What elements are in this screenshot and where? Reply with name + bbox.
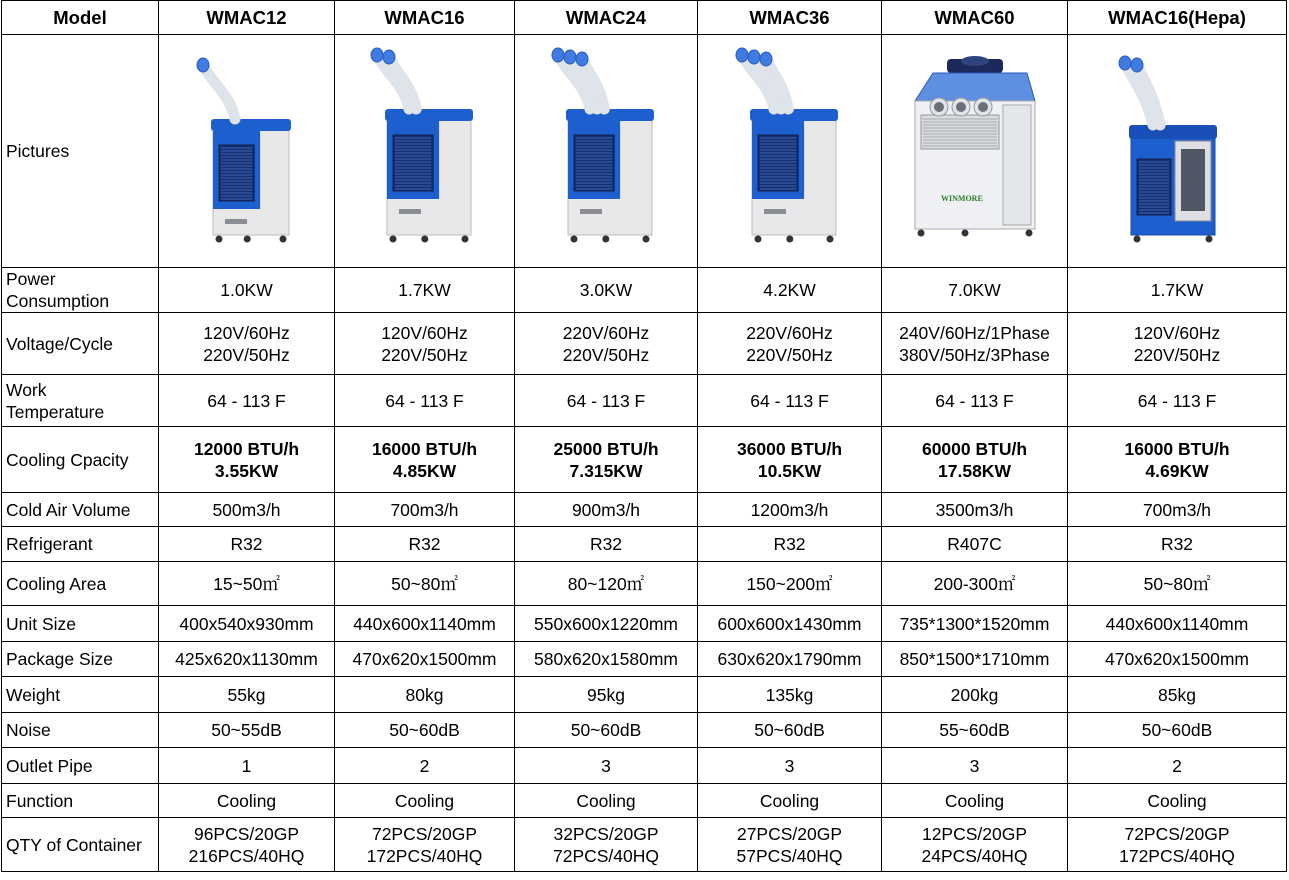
package-size-label: [2, 642, 159, 677]
qty-of-container-wmac12: [159, 818, 335, 872]
voltage-cycle-row: [2, 313, 1287, 375]
unit-size-wmac12-value: 400x540x930mm: [179, 613, 314, 634]
brand-logo: WINMORE: [940, 193, 983, 203]
fan-cap: [961, 56, 989, 66]
work-temperature-wmac36-value: 64 - 113 F: [750, 390, 829, 411]
weight-row: [2, 677, 1287, 713]
function-row: [2, 784, 1287, 818]
cooling-area-wmac36: [698, 562, 882, 606]
hepa-filter-window: [1181, 149, 1205, 211]
weight-wmac36: [698, 677, 882, 713]
unit-size-wmac36: [698, 606, 882, 642]
pipe-nozzle: [760, 52, 772, 66]
wheel: [243, 235, 250, 242]
cooling-area-wmac12-value: 15~50㎡: [213, 573, 280, 594]
cold-air-volume-wmac16-hepa: [1068, 493, 1287, 527]
refrigerant-wmac36: [698, 527, 882, 562]
unit-top-panel: [1129, 125, 1217, 139]
function-wmac60: [882, 784, 1068, 818]
unit-size-wmac60: [882, 606, 1068, 642]
cooling-area-wmac24: [515, 562, 698, 606]
function-wmac12: [159, 784, 335, 818]
function-label: [2, 784, 159, 818]
qty-of-container-label-text: QTY of Container: [6, 834, 142, 855]
package-size-row: [2, 642, 1287, 677]
package-size-wmac36: [698, 642, 882, 677]
refrigerant-label-text: Refrigerant: [6, 534, 93, 554]
unit-label-plate: [399, 209, 421, 214]
header-row: [2, 1, 1287, 35]
wheel: [1206, 235, 1213, 242]
product-image-wmac36: [698, 35, 882, 268]
weight-wmac16: [335, 677, 515, 713]
refrigerant-wmac16: [335, 527, 515, 562]
weight-label-text: Weight: [6, 684, 61, 705]
voltage-cycle-wmac12: [159, 313, 335, 375]
wheel: [279, 235, 286, 242]
voltage-cycle-wmac36-value: 220V/60Hz 220V/50Hz: [746, 322, 833, 365]
wheel: [571, 235, 578, 242]
unit-size-label-text: Unit Size: [6, 613, 77, 634]
pipe-nozzle: [564, 50, 576, 64]
cold-air-volume-wmac12-value: 500m3/h: [212, 499, 281, 520]
qty-of-container-wmac16-hepa: [1068, 818, 1287, 872]
power-consumption-wmac16-hepa: [1068, 268, 1287, 313]
refrigerant-wmac60-value: R407C: [947, 534, 1002, 554]
weight-wmac12: [159, 677, 335, 713]
noise-wmac36: [698, 713, 882, 748]
work-temperature-wmac16-value: 64 - 113 F: [385, 390, 464, 411]
outlet-pipe-wmac12-value: 1: [241, 755, 252, 776]
qty-of-container-wmac12-value: 96PCS/20GP 216PCS/40HQ: [188, 823, 305, 866]
voltage-cycle-wmac16-value: 120V/60Hz 220V/50Hz: [381, 322, 468, 365]
pipe-nozzle: [934, 102, 944, 112]
header-model-wmac24: WMAC24: [515, 1, 698, 35]
power-consumption-wmac24: [515, 268, 698, 313]
qty-of-container-wmac24-value: 32PCS/20GP 72PCS/40HQ: [552, 823, 660, 866]
outlet-pipe-wmac60: [882, 748, 1068, 784]
pipe-nozzle: [736, 48, 748, 62]
cooling-capacity-wmac36: [698, 427, 882, 493]
cooling-area-wmac60-value: 200-300㎡: [933, 573, 1016, 594]
product-image-wmac24: [515, 35, 698, 268]
unit-size-wmac16-value: 440x600x1140mm: [353, 613, 496, 634]
header-model-label: Model: [2, 1, 159, 35]
refrigerant-row: [2, 527, 1287, 562]
function-wmac16: [335, 784, 515, 818]
qty-of-container-wmac36-value: 27PCS/20GP 57PCS/40HQ: [736, 823, 843, 866]
package-size-wmac24-value: 580x620x1580mm: [534, 649, 678, 669]
noise-wmac16-hepa: [1068, 713, 1287, 748]
pipe-nozzle: [371, 48, 383, 62]
function-wmac36: [698, 784, 882, 818]
unit-top-panel: [566, 109, 654, 121]
work-temperature-row: [2, 375, 1287, 427]
cold-air-volume-wmac16: [335, 493, 515, 527]
qty-of-container-wmac60: [882, 818, 1068, 872]
weight-wmac16-hepa: [1068, 677, 1287, 713]
pipe-nozzle: [197, 58, 209, 72]
wheel: [1025, 229, 1032, 236]
power-consumption-wmac12-value: 1.0KW: [220, 280, 273, 300]
pipe-nozzle: [576, 52, 588, 66]
cooling-area-label: [2, 562, 159, 606]
unit-size-wmac24: [515, 606, 698, 642]
wheel: [786, 235, 793, 242]
qty-of-container-wmac16: [335, 818, 515, 872]
pipe-nozzle: [978, 102, 988, 112]
power-consumption-wmac16: [335, 268, 515, 313]
work-temperature-wmac60: [882, 375, 1068, 427]
cooling-capacity-wmac16-hepa-value: 16000 BTU/h 4.69KW: [1124, 438, 1230, 481]
wheel: [1134, 235, 1141, 242]
product-image-wmac16: [335, 35, 515, 268]
refrigerant-wmac24: [515, 527, 698, 562]
outlet-pipe-wmac16-hepa-value: 2: [1172, 755, 1182, 776]
power-consumption-row: [2, 268, 1287, 313]
wheel: [461, 235, 468, 242]
work-temperature-wmac24: [515, 375, 698, 427]
cold-air-volume-label: [2, 493, 159, 527]
outlet-pipe-wmac16-value: 2: [419, 755, 430, 776]
qty-of-container-row: [2, 818, 1287, 872]
cold-air-volume-wmac36-value: 1200m3/h: [750, 499, 829, 520]
product-image-wmac12: [159, 35, 335, 268]
weight-wmac60: [882, 677, 1068, 713]
pipe-nozzle: [1131, 58, 1143, 72]
power-consumption-wmac60: [882, 268, 1068, 313]
outlet-pipe-row: [2, 748, 1287, 784]
wheel: [643, 235, 650, 242]
product-image-wmac60: [882, 35, 1068, 268]
refrigerant-label: [2, 527, 159, 562]
outlet-pipe-wmac24-value: 3: [601, 755, 611, 776]
noise-wmac16-value: 50~60dB: [389, 720, 460, 740]
header-model-wmac16-hepa: WMAC16(Hepa): [1068, 1, 1287, 35]
cooling-area-wmac16: [335, 562, 515, 606]
wheel: [602, 235, 609, 242]
noise-row: [2, 713, 1287, 748]
noise-wmac12: [159, 713, 335, 748]
unit-top-panel: [915, 73, 1035, 101]
cooling-area-wmac60: [882, 562, 1068, 606]
noise-wmac16-hepa-value: 50~60dB: [1141, 720, 1213, 740]
unit-top-panel: [750, 109, 838, 121]
voltage-cycle-wmac60-value: 240V/60Hz/1Phase 380V/50Hz/3Phase: [899, 322, 1050, 365]
cooling-capacity-wmac12-value: 12000 BTU/h 3.55KW: [193, 438, 300, 481]
cold-air-volume-wmac16-value: 700m3/h: [390, 499, 459, 520]
pipe-nozzle: [748, 50, 760, 64]
unit-size-wmac16: [335, 606, 515, 642]
voltage-cycle-wmac16-hepa: [1068, 313, 1287, 375]
weight-wmac16-hepa-value: 85kg: [1158, 684, 1196, 705]
qty-of-container-label: [2, 818, 159, 872]
outlet-pipe-wmac16-hepa: [1068, 748, 1287, 784]
cold-air-volume-label-text: Cold Air Volume: [6, 499, 131, 520]
package-size-wmac60-value: 850*1500*1710mm: [899, 649, 1050, 669]
pictures-row: [2, 35, 1287, 268]
power-consumption-wmac24-value: 3.0KW: [579, 280, 633, 300]
weight-label: [2, 677, 159, 713]
cold-air-volume-row: [2, 493, 1287, 527]
noise-wmac60: [882, 713, 1068, 748]
outlet-pipe-label: [2, 748, 159, 784]
function-wmac16-hepa-value: Cooling: [1147, 790, 1207, 811]
cooling-capacity-wmac24-value: 25000 BTU/h 7.315KW: [553, 438, 659, 481]
package-size-wmac60: [882, 642, 1068, 677]
power-consumption-wmac60-value: 7.0KW: [948, 280, 1001, 300]
cold-air-volume-wmac24: [515, 493, 698, 527]
weight-wmac24: [515, 677, 698, 713]
work-temperature-wmac16-hepa: [1068, 375, 1287, 427]
noise-wmac16: [335, 713, 515, 748]
qty-of-container-wmac36: [698, 818, 882, 872]
refrigerant-wmac12-value: R32: [230, 534, 263, 554]
unit-size-wmac16-hepa: [1068, 606, 1287, 642]
refrigerant-wmac60: [882, 527, 1068, 562]
voltage-cycle-wmac16: [335, 313, 515, 375]
package-size-wmac24: [515, 642, 698, 677]
power-consumption-wmac16-hepa-value: 1.7KW: [1150, 280, 1204, 300]
cooling-capacity-label: [2, 427, 159, 493]
cooling-area-wmac36-value: 150~200㎡: [746, 573, 833, 594]
power-consumption-label: [2, 268, 159, 313]
noise-wmac24-value: 50~60dB: [570, 720, 642, 740]
refrigerant-wmac24-value: R32: [589, 534, 623, 554]
noise-wmac60-value: 55~60dB: [939, 720, 1010, 740]
outlet-pipe-wmac16: [335, 748, 515, 784]
outlet-pipe: [203, 65, 235, 119]
cold-air-volume-wmac60: [882, 493, 1068, 527]
cooling-area-row: [2, 562, 1287, 606]
work-temperature-wmac12: [159, 375, 335, 427]
wheel: [754, 235, 761, 242]
cooling-capacity-wmac60-value: 60000 BTU/h 17.58KW: [921, 438, 1028, 481]
noise-wmac36-value: 50~60dB: [754, 720, 825, 740]
weight-wmac16-value: 80kg: [405, 684, 444, 705]
unit-size-wmac24-value: 550x600x1220mm: [534, 613, 678, 634]
qty-of-container-wmac60-value: 12PCS/20GP 24PCS/40HQ: [921, 823, 1028, 866]
refrigerant-wmac16-hepa: [1068, 527, 1287, 562]
refrigerant-wmac16-hepa-value: R32: [1160, 534, 1194, 554]
unit-size-row: [2, 606, 1287, 642]
function-wmac12-value: Cooling: [216, 790, 277, 811]
noise-label-text: Noise: [6, 720, 51, 740]
header-model-wmac12: WMAC12: [159, 1, 335, 35]
outlet-pipe-label-text: Outlet Pipe: [6, 755, 93, 776]
pipe-nozzle: [956, 102, 966, 112]
function-label-text: Function: [6, 790, 74, 811]
wheel: [826, 235, 833, 242]
outlet-pipe-wmac36: [698, 748, 882, 784]
cold-air-volume-wmac12: [159, 493, 335, 527]
wheel: [421, 235, 428, 242]
work-temperature-wmac36: [698, 375, 882, 427]
cold-air-volume-wmac24-value: 900m3/h: [571, 499, 641, 520]
voltage-cycle-label: [2, 313, 159, 375]
cooling-capacity-label-text: Cooling Cpacity: [6, 449, 129, 470]
cooling-capacity-wmac16-hepa: [1068, 427, 1287, 493]
unit-top-panel: [211, 119, 291, 131]
refrigerant-wmac12: [159, 527, 335, 562]
weight-wmac24-value: 95kg: [587, 684, 625, 705]
noise-wmac24: [515, 713, 698, 748]
cold-air-volume-wmac36: [698, 493, 882, 527]
cooling-area-wmac16-hepa: [1068, 562, 1287, 606]
power-consumption-wmac12: [159, 268, 335, 313]
function-wmac16-value: Cooling: [394, 790, 455, 811]
wheel: [215, 235, 222, 242]
noise-label: [2, 713, 159, 748]
voltage-cycle-wmac12-value: 120V/60Hz 220V/50Hz: [203, 322, 290, 365]
qty-of-container-wmac16-value: 72PCS/20GP 172PCS/40HQ: [366, 823, 483, 866]
voltage-cycle-wmac24: [515, 313, 698, 375]
unit-size-wmac60-value: 735*1300*1520mm: [899, 613, 1050, 634]
power-consumption-wmac36-value: 4.2KW: [763, 280, 816, 300]
unit-label-plate: [580, 209, 602, 214]
cooling-capacity-wmac16-value: 16000 BTU/h 4.85KW: [371, 438, 478, 481]
cold-air-volume-wmac16-hepa-value: 700m3/h: [1142, 499, 1212, 520]
voltage-cycle-wmac60: [882, 313, 1068, 375]
unit-top-panel: [385, 109, 473, 121]
function-wmac16-hepa: [1068, 784, 1287, 818]
work-temperature-wmac24-value: 64 - 113 F: [566, 390, 646, 411]
unit-size-wmac16-hepa-value: 440x600x1140mm: [1105, 613, 1249, 634]
package-size-label-text: Package Size: [6, 649, 114, 669]
work-temperature-wmac16: [335, 375, 515, 427]
unit-upper-grille: [921, 115, 999, 149]
work-temperature-wmac60-value: 64 - 113 F: [935, 390, 1014, 411]
voltage-cycle-wmac16-hepa-value: 120V/60Hz 220V/50Hz: [1133, 322, 1221, 365]
pipe-nozzle: [1119, 56, 1131, 70]
cold-air-volume-wmac60-value: 3500m3/h: [935, 499, 1014, 520]
voltage-cycle-wmac24-value: 220V/60Hz 220V/50Hz: [562, 322, 650, 365]
refrigerant-wmac36-value: R32: [773, 534, 806, 554]
noise-wmac12-value: 50~55dB: [211, 720, 282, 740]
cooling-capacity-wmac12: [159, 427, 335, 493]
work-temperature-label: [2, 375, 159, 427]
cooling-area-wmac16-hepa-value: 50~80㎡: [1143, 573, 1211, 594]
package-size-wmac16-value: 470x620x1500mm: [352, 649, 497, 669]
pictures-label: Pictures: [2, 35, 159, 268]
wheel: [961, 229, 968, 236]
weight-wmac12-value: 55kg: [227, 684, 266, 705]
outlet-pipe-wmac12: [159, 748, 335, 784]
outlet-pipe-wmac24: [515, 748, 698, 784]
package-size-wmac12-value: 425x620x1130mm: [175, 649, 318, 669]
cooling-capacity-wmac36-value: 36000 BTU/h 10.5KW: [736, 438, 843, 481]
unit-size-wmac36-value: 600x600x1430mm: [717, 613, 862, 634]
header-model-wmac36: WMAC36: [698, 1, 882, 35]
product-image-wmac16-hepa: [1068, 35, 1287, 268]
qty-of-container-wmac16-hepa-value: 72PCS/20GP 172PCS/40HQ: [1119, 823, 1235, 866]
unit-size-wmac12: [159, 606, 335, 642]
cooling-area-wmac16-value: 50~80㎡: [391, 573, 458, 594]
work-temperature-wmac16-hepa-value: 64 - 113 F: [1137, 390, 1217, 411]
cooling-capacity-row: [2, 427, 1287, 493]
power-consumption-label-text: Power Consumption: [6, 269, 110, 311]
work-temperature-label-text: Work Temperature: [6, 379, 105, 422]
qty-of-container-wmac24: [515, 818, 698, 872]
spec-table: [1, 0, 1287, 872]
voltage-cycle-wmac36: [698, 313, 882, 375]
package-size-wmac16-hepa-value: 470x620x1500mm: [1105, 649, 1249, 669]
outlet-pipe-wmac36-value: 3: [784, 755, 795, 776]
cooling-capacity-wmac16: [335, 427, 515, 493]
weight-wmac60-value: 200kg: [950, 684, 999, 705]
cooling-area-label-text: Cooling Area: [6, 573, 107, 594]
wheel: [917, 229, 924, 236]
package-size-wmac16: [335, 642, 515, 677]
function-wmac24: [515, 784, 698, 818]
function-wmac36-value: Cooling: [759, 790, 820, 811]
header-model-wmac16: WMAC16: [335, 1, 515, 35]
unit-side-panel: [1003, 105, 1031, 225]
cooling-area-wmac24-value: 80~120㎡: [567, 573, 645, 594]
voltage-cycle-label-text: Voltage/Cycle: [6, 333, 114, 354]
unit-size-label: [2, 606, 159, 642]
outlet-pipe-wmac60-value: 3: [969, 755, 980, 776]
package-size-wmac36-value: 630x620x1790mm: [717, 649, 862, 669]
wheel: [389, 235, 396, 242]
pipe-nozzle: [552, 48, 564, 62]
function-wmac60-value: Cooling: [944, 790, 1005, 811]
power-consumption-wmac36: [698, 268, 882, 313]
package-size-wmac16-hepa: [1068, 642, 1287, 677]
unit-label-plate: [764, 209, 786, 214]
function-wmac24-value: Cooling: [576, 790, 636, 811]
weight-wmac36-value: 135kg: [765, 684, 814, 705]
pipe-nozzle: [383, 50, 395, 64]
header-model-wmac60: WMAC60: [882, 1, 1068, 35]
package-size-wmac12: [159, 642, 335, 677]
cooling-capacity-wmac24: [515, 427, 698, 493]
work-temperature-wmac12-value: 64 - 113 F: [207, 390, 286, 411]
cooling-area-wmac12: [159, 562, 335, 606]
refrigerant-wmac16-value: R32: [408, 534, 441, 554]
power-consumption-wmac16-value: 1.7KW: [398, 280, 451, 300]
cooling-capacity-wmac60: [882, 427, 1068, 493]
unit-label-plate: [225, 219, 247, 224]
